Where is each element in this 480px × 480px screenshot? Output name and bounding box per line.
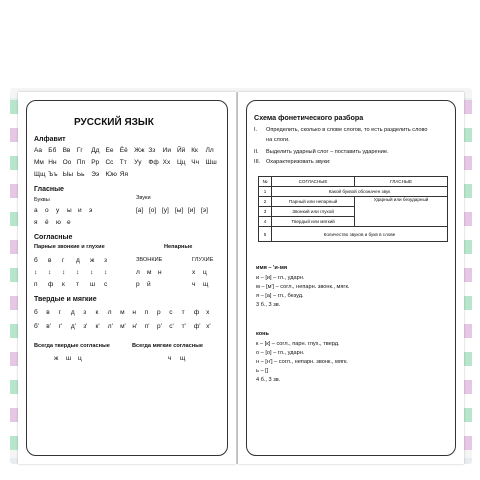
table-row (259, 187, 448, 197)
hard-consonant: п (144, 309, 149, 316)
consonants-heading: Согласные (34, 234, 73, 241)
hard-consonant: н (132, 309, 136, 316)
alphabet-letter: Хх (162, 159, 171, 166)
alphabet-letter: Ее (105, 147, 114, 154)
table-cell-num: 3 (259, 207, 272, 217)
alphabet-letter: Сс (105, 159, 114, 166)
consonant-letter: й (147, 281, 151, 288)
left-page-title: РУССКИЙ ЯЗЫК (74, 117, 154, 128)
soft-consonant: п' (144, 323, 150, 330)
table-cell: Ударный или безударный (355, 197, 448, 227)
vowel-sound: [у] (162, 207, 169, 214)
hard-consonant: г (58, 309, 61, 316)
vowel-letter: ю (56, 219, 61, 226)
unpaired-label: Непарные (164, 244, 193, 250)
voiceless-row (34, 282, 118, 289)
alphabet-letter: Жж (134, 147, 145, 154)
hard-consonant: б (34, 309, 38, 316)
hard-consonant: с (169, 309, 173, 316)
consonant-letter: ж (90, 257, 95, 264)
hard-consonant: м (120, 309, 125, 316)
alphabet-letter: Лл (205, 147, 214, 154)
voiced-label: ЗВОНКИЕ (136, 257, 163, 263)
consonant-letter: л (136, 269, 140, 276)
alphabet-letter: Ии (162, 147, 171, 154)
table-cell-num: 5 (259, 227, 272, 242)
alphabet-letter: Бб (48, 147, 57, 154)
vowel-letter: я (34, 219, 38, 226)
table-cell-num: 2 (259, 197, 272, 207)
alphabet-letter: Яя (119, 171, 128, 178)
alphabet-letter: Вв (62, 147, 71, 154)
table-header-consonants: СОГЛАСНЫЕ (272, 177, 355, 187)
table-cell: Звонкий или глухой (272, 207, 355, 217)
alphabet-letter: Ёё (119, 147, 128, 154)
alphabet-letter: Ыы (62, 171, 74, 178)
step-text: Выделить ударный слог – поставить ударение. (266, 149, 389, 155)
hard-consonant: в (46, 309, 50, 316)
alphabet-letter: Ээ (91, 171, 100, 178)
vowel-letter: у (56, 207, 60, 214)
always-hard-label: Всегда твердые согласные (34, 343, 110, 349)
analysis-line: 4 б., 3 зв. (256, 377, 281, 383)
consonant-letter: ш (90, 281, 96, 288)
table-cell: Твердый или мягкий (272, 217, 355, 227)
hard-consonant: т (181, 309, 185, 316)
soft-consonant: з' (83, 323, 88, 330)
vowel-sound: [а] (136, 207, 144, 214)
table-cell: Количество звуков и букв в слове (272, 227, 448, 242)
consonant-letter: б (34, 257, 38, 264)
consonant-letter: в (48, 257, 52, 264)
table-header-vowels: ГЛАСНЫЕ (355, 177, 448, 187)
vowel-letters-row-2 (34, 220, 78, 227)
step-number: II. (254, 149, 259, 155)
table-header-num: № (259, 177, 272, 187)
soft-consonant: б' (34, 323, 39, 330)
hard-consonant: л (107, 309, 112, 316)
soft-consonant: н' (132, 323, 138, 330)
alphabet-letter: Чч (191, 159, 199, 166)
alphabet-letter: Ъъ (48, 171, 58, 178)
alphabet-heading: Алфавит (34, 136, 66, 143)
table-cell: Какой буквой обозначен звук (272, 187, 448, 197)
hard-consonant: х (206, 309, 210, 316)
soft-consonant: х' (206, 323, 211, 330)
example-1-word: имя – 'и-мя (256, 265, 288, 271)
vowel-sound: [э] (201, 207, 208, 214)
consonant-letter: ж (54, 355, 59, 362)
consonant-letter: с (104, 281, 108, 288)
analysis-line: м – [м'] – согл., непарн. звонк., мягк. (256, 284, 350, 290)
analysis-line: н – [н'] – согл., непарн. звонк., мягк. (256, 359, 348, 365)
step-number: III. (254, 159, 261, 165)
vowel-letters-row-1 (34, 208, 100, 215)
analysis-line: я – [а] – гл., безуд. (256, 293, 304, 299)
pair-arrows-row (34, 270, 118, 277)
hard-consonants-row (34, 310, 218, 317)
soft-consonant: ф' (193, 323, 201, 330)
unpaired-voiceless-row-1 (192, 270, 214, 277)
vowel-letter: ы (67, 207, 72, 214)
consonant-letter: ч (192, 281, 196, 288)
pair-arrow-icon: ↕ (48, 269, 52, 276)
consonant-letter: г (62, 257, 65, 264)
alphabet-row-1 (34, 148, 220, 155)
soft-consonant: к' (95, 323, 100, 330)
table-cell-num: 1 (259, 187, 272, 197)
soft-consonant: м' (120, 323, 126, 330)
consonant-letter: к (62, 281, 65, 288)
consonant-letter: ц (203, 269, 207, 276)
hard-consonant: р (156, 309, 161, 316)
vowel-letter: а (34, 207, 38, 214)
consonant-letter: м (147, 269, 152, 276)
paired-label: Парные звонкие и глухие (34, 244, 105, 250)
alphabet-letter: Тт (119, 159, 127, 166)
step-text: Охарактеризовать звуки: (266, 159, 331, 165)
soft-consonant: в' (46, 323, 51, 330)
vowels-heading: Гласные (34, 186, 64, 193)
soft-consonant: г' (58, 323, 63, 330)
consonant-letter: щ (203, 281, 209, 288)
hard-consonant: з (83, 309, 87, 316)
table-cell-num: 4 (259, 217, 272, 227)
phonetic-table (258, 176, 448, 242)
pair-arrow-icon: ↕ (34, 269, 38, 276)
consonant-letter: х (192, 269, 196, 276)
soft-consonant: д' (70, 323, 76, 330)
unpaired-voiceless-row-2 (192, 282, 214, 289)
consonant-letter: ш (66, 355, 72, 362)
vowel-letter: и (78, 207, 82, 214)
pair-arrow-icon: ↕ (62, 269, 66, 276)
analysis-line: ь – [] (256, 368, 269, 374)
left-page (18, 92, 236, 464)
alphabet-letter: Щщ (34, 171, 46, 178)
alphabet-row-2 (34, 160, 220, 167)
table-row (259, 227, 448, 242)
alphabet-letter: Гг (76, 147, 83, 154)
consonant-letter: ч (168, 355, 172, 362)
vowel-letter: е (67, 219, 71, 226)
unpaired-voiced-row-1 (136, 270, 169, 277)
alphabet-letter: Дд (91, 147, 100, 154)
soft-consonant: л' (107, 323, 113, 330)
pair-arrow-icon: ↕ (104, 269, 108, 276)
analysis-line: 3 б., 3 зв. (256, 302, 281, 308)
always-soft-letters (168, 356, 192, 363)
vowel-letter: о (45, 207, 49, 214)
soft-consonant: т' (181, 323, 186, 330)
soft-consonant: р' (156, 323, 162, 330)
consonant-letter: т (76, 281, 79, 288)
hard-consonant: д (70, 309, 75, 316)
table-cell: Парный или непарный (272, 197, 355, 207)
alphabet-letter: Рр (91, 159, 100, 166)
consonant-letter: ц (78, 355, 82, 362)
alphabet-letter: Уу (134, 159, 142, 166)
vowel-sound: [и] (188, 207, 196, 214)
analysis-line: о – [о] – гл., ударн. (256, 350, 305, 356)
consonant-letter: ф (48, 281, 54, 288)
alphabet-letter: Нн (48, 159, 57, 166)
hard-consonant: к (95, 309, 99, 316)
consonant-letter: р (136, 281, 140, 288)
alphabet-letter: Йй (176, 147, 186, 154)
vowel-letter: ё (45, 219, 49, 226)
always-soft-label: Всегда мягкие согласные (132, 343, 203, 349)
example-2-word: конь (256, 331, 269, 337)
alphabet-letter: Аа (34, 147, 43, 154)
alphabet-letter: Юю (105, 171, 117, 178)
alphabet-row-3 (34, 172, 134, 179)
alphabet-letter: Зз (148, 147, 156, 154)
pair-arrow-icon: ↕ (90, 269, 94, 276)
consonant-letter: з (104, 257, 107, 264)
right-page (238, 92, 464, 464)
hard-consonant: ф (193, 309, 200, 316)
step-text: на слоги. (266, 137, 290, 143)
letters-label: Буквы (34, 197, 50, 203)
consonant-letter: н (158, 269, 162, 276)
vowel-sound: [о] (149, 207, 157, 214)
vowel-sound: [ы] (175, 207, 184, 214)
alphabet-letter: Шш (205, 159, 217, 166)
analysis-line: и – [и] – гл., ударн. (256, 275, 305, 281)
step-text: Определить, сколько в слове слогов, то есть разделить слово (266, 127, 428, 133)
voiceless-label: ГЛУХИЕ (192, 257, 214, 263)
table-header-row (259, 177, 448, 187)
sounds-label: Звуки (136, 195, 151, 201)
alphabet-letter: Мм (34, 159, 44, 166)
vowel-letter: э (89, 207, 93, 214)
hard-soft-heading: Твердые и мягкие (34, 296, 97, 303)
consonant-letter: п (34, 281, 38, 288)
analysis-line: к – [к] – согл., парн. глух., тверд. (256, 341, 340, 347)
vowel-sounds-row (136, 208, 214, 215)
consonant-letter: щ (180, 355, 186, 362)
alphabet-letter: Ьь (76, 171, 85, 178)
consonant-letter: д (76, 257, 80, 264)
alphabet-letter: Фф (148, 159, 159, 166)
alphabet-letter: Пп (76, 159, 86, 166)
step-number: I. (254, 127, 258, 133)
alphabet-letter: Кк (191, 147, 198, 154)
table-row (259, 197, 448, 207)
soft-consonants-row (34, 324, 218, 331)
voiced-row (34, 258, 118, 265)
always-hard-letters (54, 356, 90, 363)
unpaired-voiced-row-2 (136, 282, 158, 289)
alphabet-letter: Оо (62, 159, 72, 166)
pair-arrow-icon: ↕ (76, 269, 80, 276)
alphabet-letter: Цц (176, 159, 186, 166)
soft-consonant: с' (169, 323, 174, 330)
right-page-title: Схема фонетического разбора (254, 113, 364, 122)
